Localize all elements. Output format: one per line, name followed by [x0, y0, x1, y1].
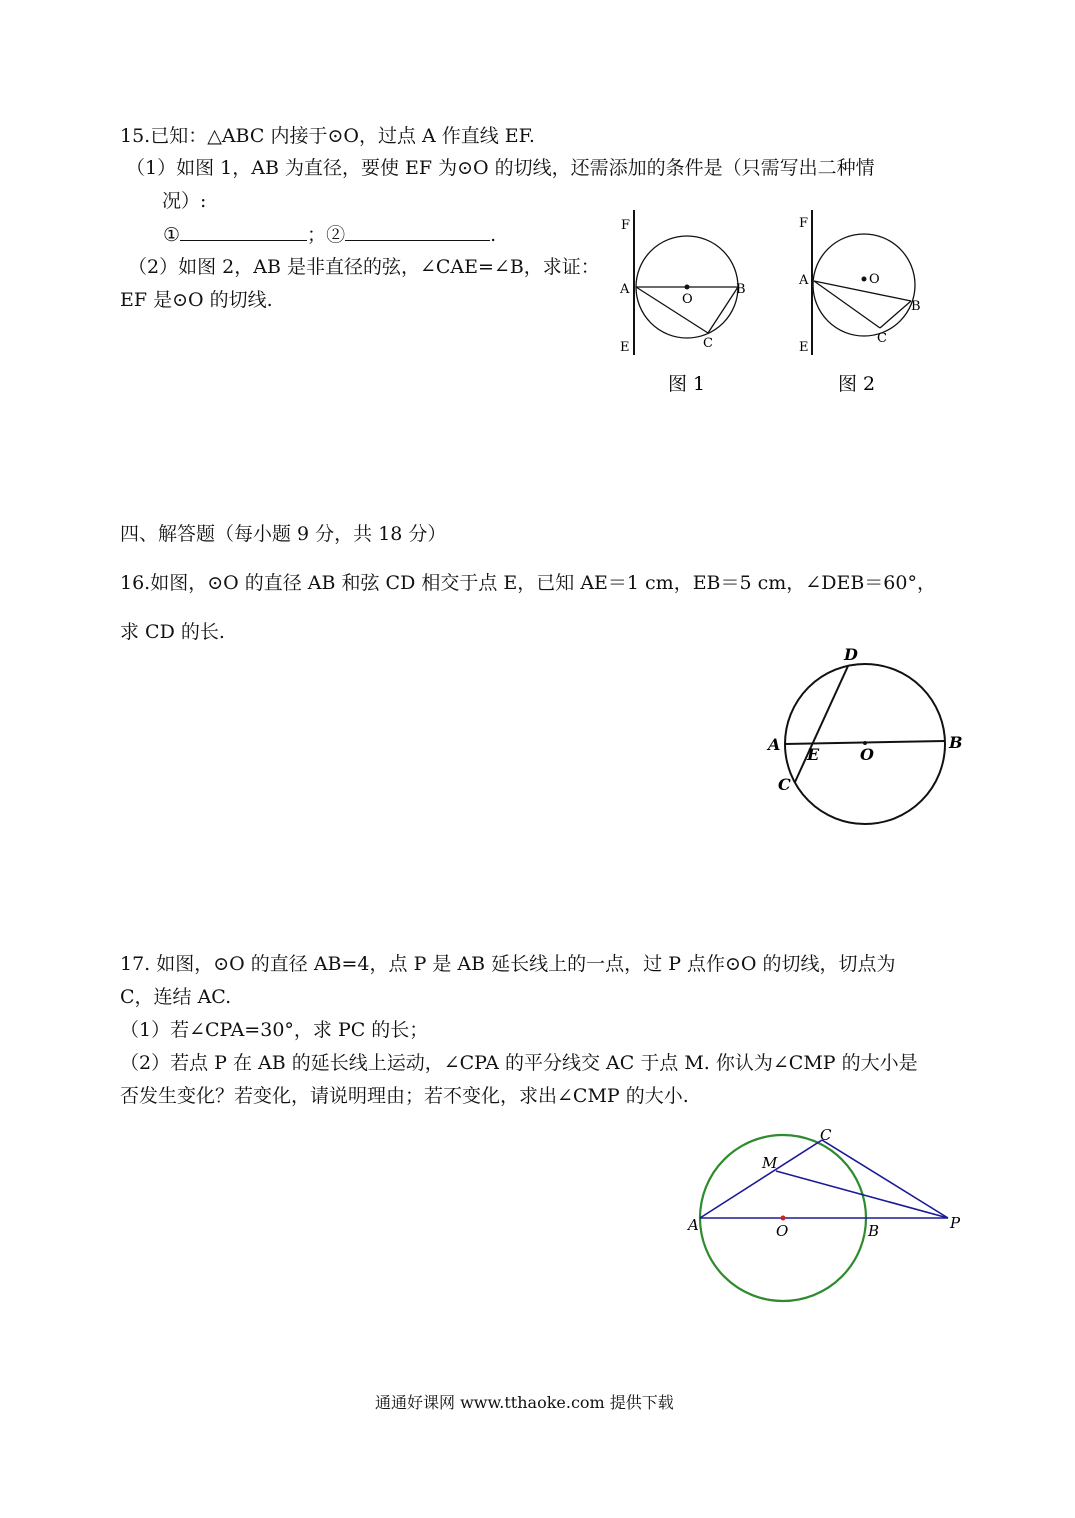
q16-figure [760, 640, 975, 830]
bisector-pm [776, 1171, 948, 1218]
blank-end: . [490, 224, 497, 246]
label-b: B [868, 1222, 880, 1240]
label-a: A [799, 273, 809, 288]
circle-o [813, 234, 915, 336]
label-b: B [736, 282, 746, 297]
label-m: M [762, 1154, 778, 1172]
q15-part2-line1: （2）如图 2，AB 是非直径的弦，∠CAE=∠B，求证： [128, 256, 600, 278]
figure-1-caption: 图 1 [668, 373, 706, 395]
q15-figure-2 [790, 205, 940, 400]
q17-part2-line1: （2）若点 P 在 AB 的延长线上运动，∠CPA 的平分线交 AC 于点 M. 你认为∠CMP 的大小是 [120, 1052, 918, 1074]
center-point [685, 285, 690, 290]
label-b: B [949, 733, 963, 752]
blank1-label: ① [163, 224, 181, 246]
label-a: A [688, 1216, 699, 1234]
q17-figure [680, 1120, 980, 1310]
chord-cd [795, 666, 848, 782]
q15-part1-line2: 况）: [162, 190, 207, 212]
q15-part1-line1: （1）如图 1，AB 为直径，要使 EF 为⊙O 的切线，还需添加的条件是（只需写出二种情 [126, 157, 875, 179]
label-c: C [703, 336, 713, 351]
label-f: F [799, 216, 809, 231]
center-point [781, 1216, 786, 1221]
footer-credit: 通通好课网 www.tthaoke.com 提供下载 [375, 1393, 674, 1412]
label-o: O [776, 1222, 789, 1240]
q15-figure-1 [610, 205, 760, 400]
label-o: O [860, 745, 874, 764]
label-c: C [877, 331, 887, 346]
answer-blank-2 [345, 222, 490, 241]
q17-part1: （1）若∠CPA=30°，求 PC 的长； [120, 1019, 429, 1041]
q17-line1: 17. 如图，⊙O 的直径 AB=4，点 P 是 AB 延长线上的一点，过 P 点作⊙O 的切线，切点为 [120, 953, 896, 975]
q15-title: 15.已知：△ABC 内接于⊙O，过点 A 作直线 EF. [120, 125, 535, 147]
label-e: E [620, 340, 630, 355]
chord-ac [636, 287, 708, 333]
label-c: C [820, 1126, 832, 1144]
center-point [862, 277, 867, 282]
tangent-pc [822, 1140, 948, 1218]
label-a: A [620, 282, 630, 297]
label-d: D [844, 645, 858, 664]
chord-bc [708, 287, 738, 333]
label-e: E [799, 340, 809, 355]
q17-line2: C，连结 AC. [120, 986, 232, 1008]
q16-line1: 16.如图，⊙O 的直径 AB 和弦 CD 相交于点 E，已知 AE＝1 cm，EB＝5 cm，∠DEB＝60°， [120, 572, 936, 594]
label-o: O [682, 292, 693, 307]
section-4-heading: 四、解答题（每小题 9 分，共 18 分） [120, 523, 447, 545]
label-o: O [869, 272, 880, 287]
q15-blanks [163, 222, 496, 247]
label-p: P [950, 1214, 961, 1232]
answer-blank-1 [180, 222, 307, 241]
label-c: C [778, 775, 791, 794]
label-e: E [807, 745, 820, 764]
figure-2-caption: 图 2 [838, 373, 876, 395]
label-b: B [911, 299, 921, 314]
blank-separator: ； [307, 224, 327, 246]
q16-line2: 求 CD 的长. [120, 621, 225, 643]
blank2-label: ② [326, 224, 346, 246]
label-f: F [621, 218, 631, 233]
q15-part2-line2: EF 是⊙O 的切线. [120, 289, 273, 311]
q17-part2-line2: 否发生变化？若变化，请说明理由；若不变化，求出∠CMP 的大小. [120, 1085, 689, 1107]
label-a: A [768, 735, 781, 754]
